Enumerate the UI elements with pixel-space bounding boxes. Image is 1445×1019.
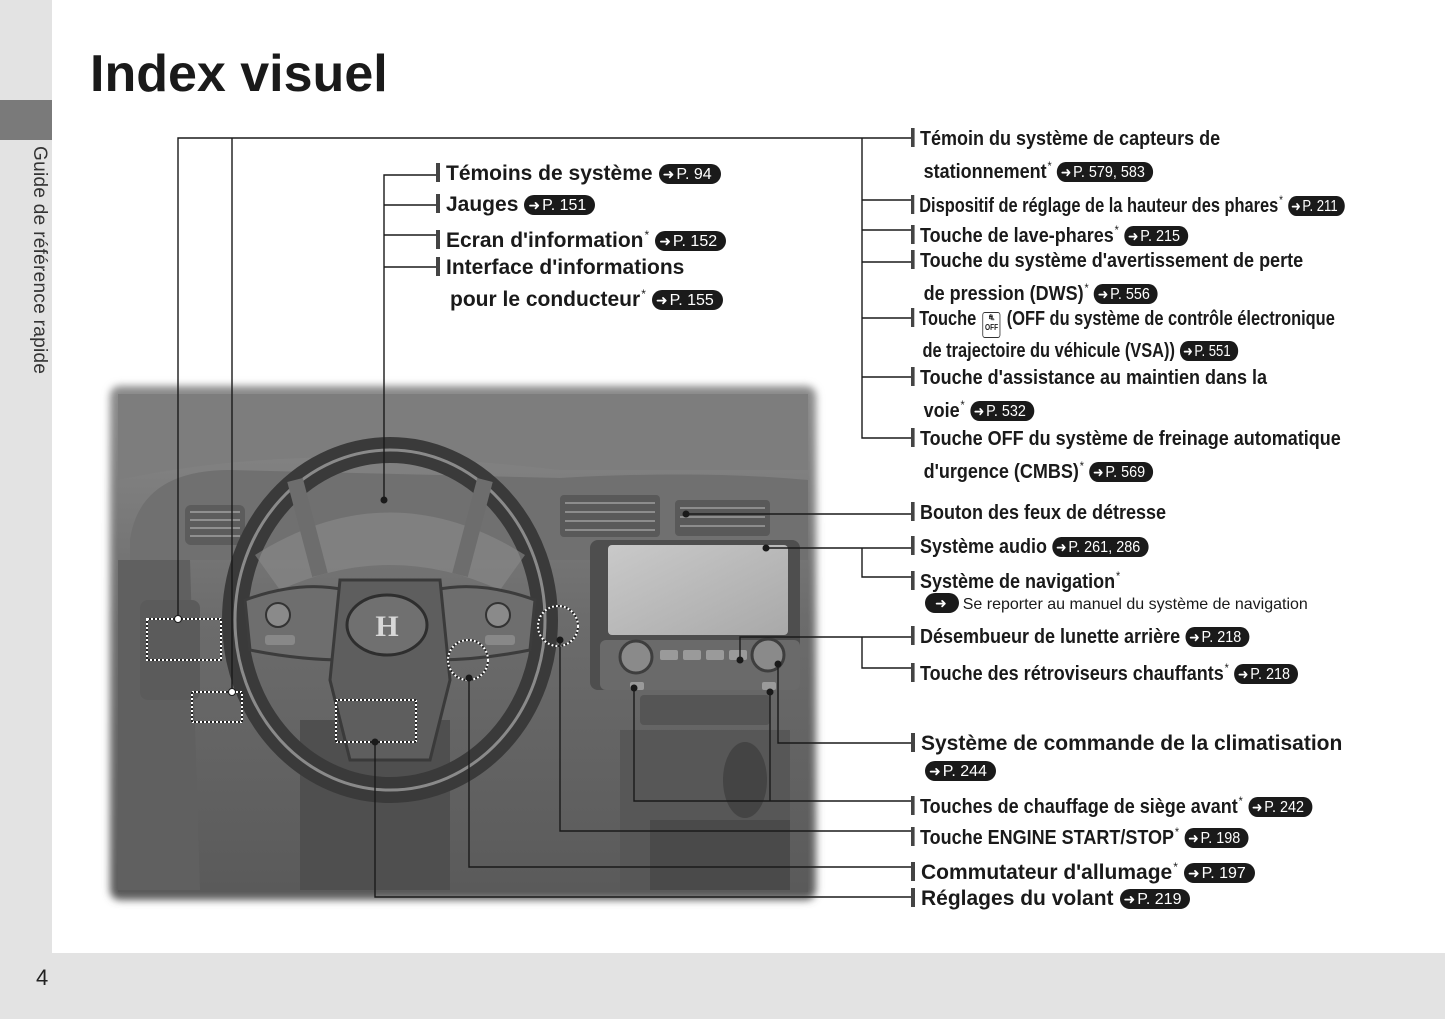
callout-system-indicators: Témoins de système ➜ P. 94 [436,160,721,187]
page-ref-button[interactable]: ➜ P. 579, 583 [1057,162,1153,182]
page-ref-button[interactable]: ➜ P. 197 [1184,863,1255,883]
page-ref-button[interactable]: ➜ P. 94 [659,164,721,184]
callout-navigation-system: Système de navigation* [911,563,1120,596]
page-ref-button[interactable]: ➜ P. 151 [524,195,595,215]
callout-dws: Touche du système d'avertissement de perte de pression (DWS)* ➜ P. 556 [911,248,1303,308]
arrow-right-icon: ➜ [1123,891,1136,907]
page-ref-button[interactable]: ➜ P. 569 [1089,462,1153,482]
page-ref-button[interactable]: ➜ P. 218 [1186,627,1250,647]
arrow-right-icon: ➜ [1097,286,1109,302]
arrow-right-icon: ➜ [935,595,947,611]
page-ref-button[interactable]: ➜ P. 219 [1120,889,1191,909]
page-ref-button[interactable]: ➜ P. 532 [970,401,1034,421]
callout-heated-mirrors: Touche des rétroviseurs chauffants* ➜ P. 218 [911,655,1298,688]
arrow-right-icon: ➜ [528,197,541,213]
arrow-right-icon: ➜ [1183,343,1193,359]
arrow-right-icon: ➜ [1092,464,1104,480]
arrow-right-icon: ➜ [1187,865,1200,881]
callout-engine-start-stop: Touche ENGINE START/STOP* ➜ P. 198 [911,819,1248,852]
arrow-right-icon: ➜ [1188,830,1199,846]
navigation-manual-note: ➜ Se reporter au manuel du système de navigation [925,593,1308,616]
callout-climate-control: Système de commande de la climatisation ➜ P. 244 [911,730,1342,784]
page-ref-button[interactable]: ➜ P. 152 [655,231,726,251]
arrow-right-icon: ➜ [655,292,668,308]
page-ref-button[interactable]: ➜ P. 155 [652,290,723,310]
section-tab-label: Guide de référence rapide [29,146,50,375]
arrow-right-icon: ➜ [973,403,985,419]
arrow-right-icon: ➜ [1291,198,1301,214]
arrow-right-icon: ➜ [662,166,675,182]
callout-hazard-button: Bouton des feux de détresse [911,500,1166,527]
vsa-off-icon: ⛐ OFF [983,312,1001,338]
page-ref-button[interactable]: ➜ P. 242 [1248,797,1312,817]
page-ref-button[interactable] [925,593,959,613]
page-ref-button[interactable]: ➜ P. 551 [1180,341,1238,361]
callout-cmbs: Touche OFF du système de freinage automatique d'urgence (CMBS)* ➜ P. 569 [911,426,1341,486]
callout-parking-sensor: Témoin du système de capteurs de stationnement* ➜ P. 579, 583 [911,126,1220,186]
callout-driver-info-interface: Interface d'informations pour le conducteur* ➜ P. 155 [436,254,723,313]
callout-headlight-washer: Touche de lave-phares* ➜ P. 215 [911,217,1188,250]
dashboard-photo [110,386,816,900]
arrow-right-icon: ➜ [929,763,941,779]
arrow-right-icon: ➜ [1251,799,1263,815]
callout-steering-adjust: Réglages du volant ➜ P. 219 [911,885,1190,912]
page-ref-button[interactable]: ➜ P. 211 [1288,196,1345,216]
arrow-right-icon: ➜ [1189,629,1200,645]
arrow-right-icon: ➜ [1060,164,1072,180]
page-title: Index visuel [90,45,388,103]
page-number: 4 [36,965,49,990]
callout-vsa-off: Touche ⛐ OFF (OFF du système de contrôle électronique de trajectoire du véhicule (VSA)) ➜ P. 551 [911,306,1335,365]
page-ref-button[interactable]: ➜ P. 261, 286 [1052,537,1148,557]
arrow-right-icon: ➜ [1127,228,1139,244]
arrow-right-icon: ➜ [1056,539,1067,555]
callout-info-display: Ecran d'information* ➜ P. 152 [436,222,726,254]
callout-ignition-switch: Commutateur d'allumage* ➜ P. 197 [911,854,1255,886]
page-ref-button[interactable]: ➜ P. 215 [1124,226,1188,246]
page-ref-button[interactable]: ➜ P. 198 [1185,828,1249,848]
honda-logo: H [375,610,399,643]
page-ref-button[interactable]: ➜ P. 556 [1094,284,1158,304]
callout-headlight-leveler: Dispositif de réglage de la hauteur des phares* ➜ P. 211 [911,187,1345,220]
callout-audio-system: Système audio ➜ P. 261, 286 [911,534,1148,561]
callout-lane-keeping: Touche d'assistance au maintien dans la voie* ➜ P. 532 [911,365,1267,425]
arrow-right-icon: ➜ [1237,666,1249,682]
arrow-right-icon: ➜ [659,233,671,249]
page-ref-button[interactable]: ➜ P. 244 [925,761,996,781]
page-ref-button[interactable]: ➜ P. 218 [1234,664,1298,684]
callout-seat-heaters: Touches de chauffage de siège avant* ➜ P. 242 [911,788,1312,821]
callout-gauges: Jauges ➜ P. 151 [436,191,595,218]
callout-rear-defroster: Désembueur de lunette arrière ➜ P. 218 [911,624,1249,651]
